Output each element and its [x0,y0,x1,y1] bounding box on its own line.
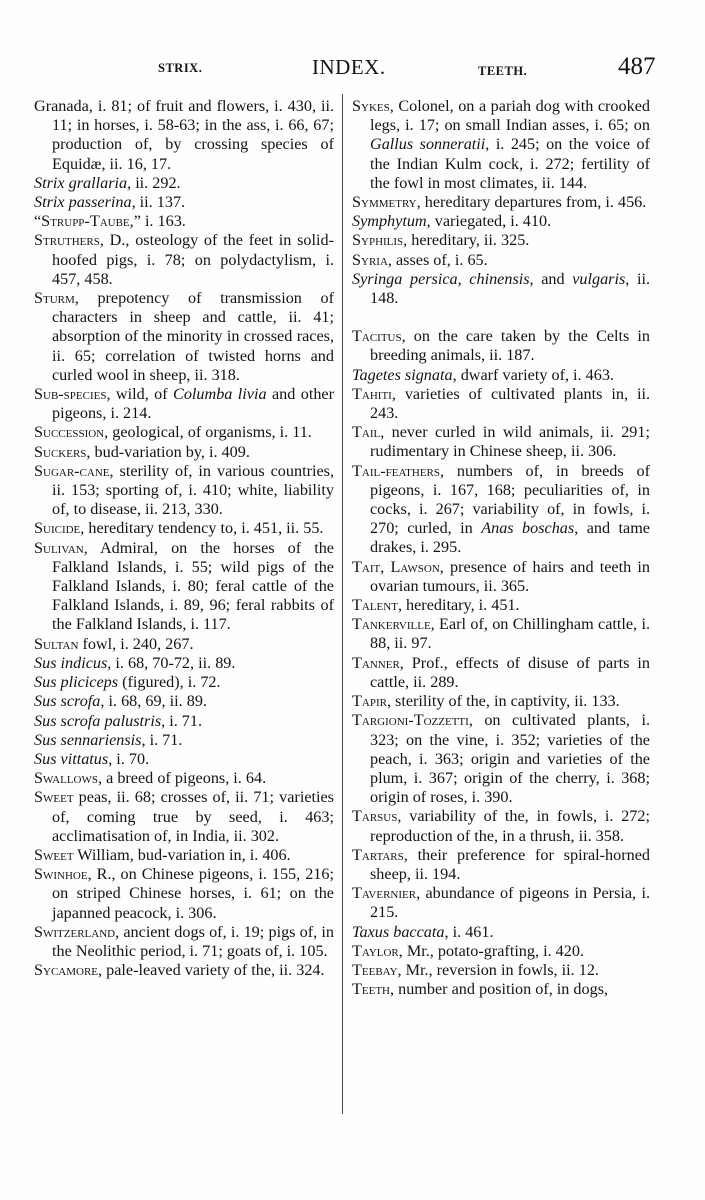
entry-headword: Succession [34,423,105,442]
entry-headword: Tail [352,423,381,442]
index-entry [34,865,334,923]
entry-italic-term: Taxus baccata [352,922,445,941]
index-entry [352,596,650,615]
header-left-catchword: STRIX. [158,61,203,75]
entry-headword: Taylor [352,941,399,960]
index-entry [34,289,334,385]
entry-headword: Suckers [34,442,87,461]
entry-headword: Teeth [352,980,390,999]
entry-headword: Switzerland [34,922,116,941]
entry-italic-term: Sus pliciceps [34,673,119,692]
index-entry [352,884,650,922]
index-entry [34,750,334,769]
index-entry [352,980,650,999]
index-entry [34,731,334,750]
entry-headword: Swinhoe [34,865,88,884]
index-entry [352,423,650,461]
index-entry [352,961,650,980]
entry-headword: Suicide [34,519,81,538]
entry-text: fowl, i. 240, 267. [78,634,194,653]
entry-text: , hereditary tendency to, i. 451, ii. 55. [80,519,324,538]
index-entry [34,846,334,865]
entry-italic-term: Tagetes signata [352,365,453,384]
index-entry [352,558,650,596]
index-entry [34,97,334,174]
index-entry [34,692,334,711]
running-header [30,55,660,95]
entry-text: , variability of the, in fowls, i. 272; reproduction of the, in a thrush, ii. 358. [370,807,650,845]
entry-headword: Talent [352,596,398,615]
entry-headword: Tavernier [352,884,417,903]
entry-text: , ancient dogs of, i. 19; pigs of, in the Neolithic period, i. 71; goats of, i. 105. [52,922,334,960]
index-entry [34,462,334,520]
entry-text: , presence of hairs and teeth in ovarian tumours, ii. 365. [370,557,650,595]
entry-headword: Tanner [352,653,400,672]
entry-headword: Swallows [34,769,98,788]
entry-text: , wild, of [106,385,174,404]
entry-italic-term: Sus vittatus [34,749,109,768]
entry-text: , i. 71. [161,711,203,730]
index-entry [34,212,334,231]
entry-italic-term: vulgaris [572,269,626,288]
index-entry [352,270,650,308]
entry-text: and other pigeons, i. 214. [52,385,334,423]
entry-text: , Prof., effects of disuse of parts in cattle, ii. 289. [370,653,650,691]
entry-text: , i. 70. [108,749,150,768]
index-entry [352,251,650,270]
entry-text: William, bud-variation in, i. 406. [73,845,291,864]
entry-italic-term: Anas boschas [481,519,575,538]
index-entry [352,711,650,807]
entry-italic-term: Sus indicus [34,653,108,672]
entry-text: , ii. 137. [131,193,186,212]
entry-text: , numbers of, in breeds of pigeons, i. 167, 168; peculiarities of, in cocks, i. 267; variability of, in fowls, i. 270; curled, in [370,461,650,538]
index-entry [34,193,334,212]
entry-text: , R., on Chinese pigeons, i. 155, 216; on striped Chinese horses, i. 61; on the japanned peacock, i. 306. [52,865,334,922]
index-entry [34,231,334,289]
entry-headword: Sub-species [34,385,107,404]
index-entry [34,712,334,731]
entry-text: , never curled in wild animals, ii. 291; rudimentary in Chinese sheep, ii. 306. [370,423,650,461]
entry-headword: Targioni-Tozzetti [352,711,469,730]
column-divider [342,94,343,1114]
index-entry [34,673,334,692]
entry-text: , Mr., reversion in fowls, ii. 12. [397,960,599,979]
entry-text: , hereditary, i. 451. [397,596,520,615]
entry-italic-term: Syringa persica, chinensis [352,269,530,288]
entry-text: , on cultivated plants, i. 323; on the vine, i. 352; varieties of the peach, i. 363; origin and varieties of the plum, i. 367; origin of the cherry, i. 368; origin of roses, i. 390. [370,711,650,807]
entry-text: , prepotency of transmission of characters in sheep and cattle, ii. 41; absorption of the minority in crossed races, ii. 65; correlation of twisted horns and curled wool in sheep, ii. 318. [52,289,334,384]
entry-text: , i. 245; on the voice of the Indian Kulm cock, i. 272; fertility of the fowl in most climates, ii. 144. [370,135,650,192]
entry-headword: Tartars [352,845,404,864]
entry-text: peas, ii. 68; crosses of, ii. 71; varieties of, coming true by seed, i. 463; acclimatisation of, in India, ii. 302. [52,788,334,845]
entry-text: (figured), i. 72. [118,673,221,692]
entry-headword: Tacitus [352,327,402,346]
index-entry [352,654,650,692]
entry-text: , a breed of pigeons, i. 64. [98,769,267,788]
entry-text: , variegated, i. 410. [426,212,552,231]
entry-italic-term: Strix grallaria [34,173,128,192]
entry-headword: Tahiti [352,384,392,403]
entry-text: , varieties of cultivated plants in, ii. 243. [370,384,650,423]
index-entry [352,327,650,365]
entry-headword: Sykes [352,97,390,115]
entry-text: , ii. 148. [370,269,650,308]
entry-text: , and [529,269,573,288]
entry-text: , asses of, i. 65. [387,250,488,269]
page-title: INDEX. [312,55,386,79]
index-entry [352,923,650,942]
index-entry [34,788,334,846]
index-entry [352,807,650,845]
entry-headword: Tankerville [352,615,431,634]
index-entry [34,539,334,635]
entry-text: , D., osteology of the feet in solid-hoofed pigs, i. 78; on polydactylism, i. 457, 458. [52,231,334,288]
entry-text: , sterility of the, in captivity, ii. 133. [386,692,620,711]
entry-text: , Admiral, on the horses of the Falkland Islands, i. 55; wild pigs of the Falkland Islands, i. 80; feral cattle of the Falkland Islands, i. 89, 96; feral rabbits of the Falkland Islands, i. 117. [52,538,334,634]
index-entry [352,942,650,961]
entry-headword: Tapir [352,692,387,711]
entry-headword: Tail-feathers [352,461,441,480]
entry-headword: “Strupp-Taube,” [34,212,141,231]
index-entry [352,692,650,711]
entry-text: , their preference for spiral-horned sheep, ii. 194. [370,845,650,883]
index-entry [34,923,334,961]
entry-text: , geological, of organisms, i. 11. [104,423,312,442]
entry-text: , hereditary departures from, i. 456. [416,193,647,212]
entry-text: , number and position of, in dogs, [390,980,609,999]
index-entry [352,212,650,231]
entry-headword: Symmetry [352,193,417,212]
entry-text: , hereditary, ii. 325. [403,231,530,250]
index-entry [34,961,334,980]
entry-text: , abundance of pigeons in Persia, i. 215. [370,884,650,922]
entry-headword: Struthers [34,231,100,250]
entry-text: , Mr., potato-grafting, i. 420. [398,941,585,960]
entry-text: , ii. 292. [127,173,181,192]
index-entry [34,635,334,654]
entry-italic-term: Sus scrofa palustris [34,711,162,730]
entry-headword: Sycamore [34,961,99,980]
entry-text: , i. 68, 69, ii. 89. [100,692,207,711]
entry-italic-term: Sus sennariensis [34,730,142,749]
index-entry [34,174,334,193]
entry-headword: Tait, Lawson [352,557,440,576]
entry-headword: Syria [352,250,388,269]
entry-text: , Colonel, on a pariah dog with crooked legs, i. 17; on small Indian asses, i. 65; on [370,97,650,135]
index-entry [34,519,334,538]
index-entry [352,366,650,385]
entry-text: , i. 71. [141,730,183,749]
index-entry [352,615,650,653]
entry-italic-term: Columba livia [173,385,267,404]
index-entry [34,769,334,788]
entry-text: Granada, i. 81; of fruit and flowers, i. 430, ii. 11; in horses, i. 58-63; in the ass, i. 66, 67; production of, by crossing species of Equidæ, ii. 16, 17. [34,97,334,173]
entry-text: i. 163. [140,212,186,231]
header-right-catchword: TEETH. [478,64,528,78]
entry-headword: Sturm [34,289,75,308]
entry-italic-term: Symphytum [352,212,427,231]
page-number: 487 [618,53,656,80]
entry-text: , dwarf variety of, i. 463. [452,365,614,384]
index-entry [34,654,334,673]
entry-text: , Earl of, on Chillingham cattle, i. 88, ii. 97. [370,615,650,653]
entry-text: , sterility of, in various countries, ii. 153; sporting of, i. 410; white, liability of, to disease, ii. 213, 330. [52,461,334,519]
entry-italic-term: Strix passerina [34,193,132,212]
index-entry [34,443,334,462]
entry-text: , on the care taken by the Celts in breeding animals, ii. 187. [370,327,650,365]
index-entry [352,193,650,212]
entry-text: , i. 461. [444,922,494,941]
entry-italic-term: Sus scrofa [34,692,101,711]
entry-italic-term: Gallus sonneratii [370,135,486,154]
entry-headword: Syphilis [352,231,404,250]
entry-text: , pale-leaved variety of the, ii. 324. [98,961,325,980]
right-column [352,97,650,999]
entry-headword: Sweet [34,788,74,807]
entry-text: , and tame drakes, i. 295. [370,519,650,557]
entry-text: , bud-variation by, i. 409. [86,442,250,461]
index-entry [352,385,650,423]
index-entry [352,231,650,250]
entry-headword: Teebay [352,960,398,979]
entry-headword: Sweet [34,845,74,864]
index-entry [352,97,650,193]
index-entry [352,462,650,558]
index-entry [352,846,650,884]
left-column [34,97,334,980]
entry-headword: Sultan [34,634,79,653]
index-entry [34,385,334,423]
index-entry [34,423,334,442]
entry-text: , i. 68, 70-72, ii. 89. [107,653,236,672]
entry-headword: Sulivan [34,538,84,557]
entry-headword: Tarsus [352,807,398,826]
entry-headword: Sugar-cane [34,461,110,480]
